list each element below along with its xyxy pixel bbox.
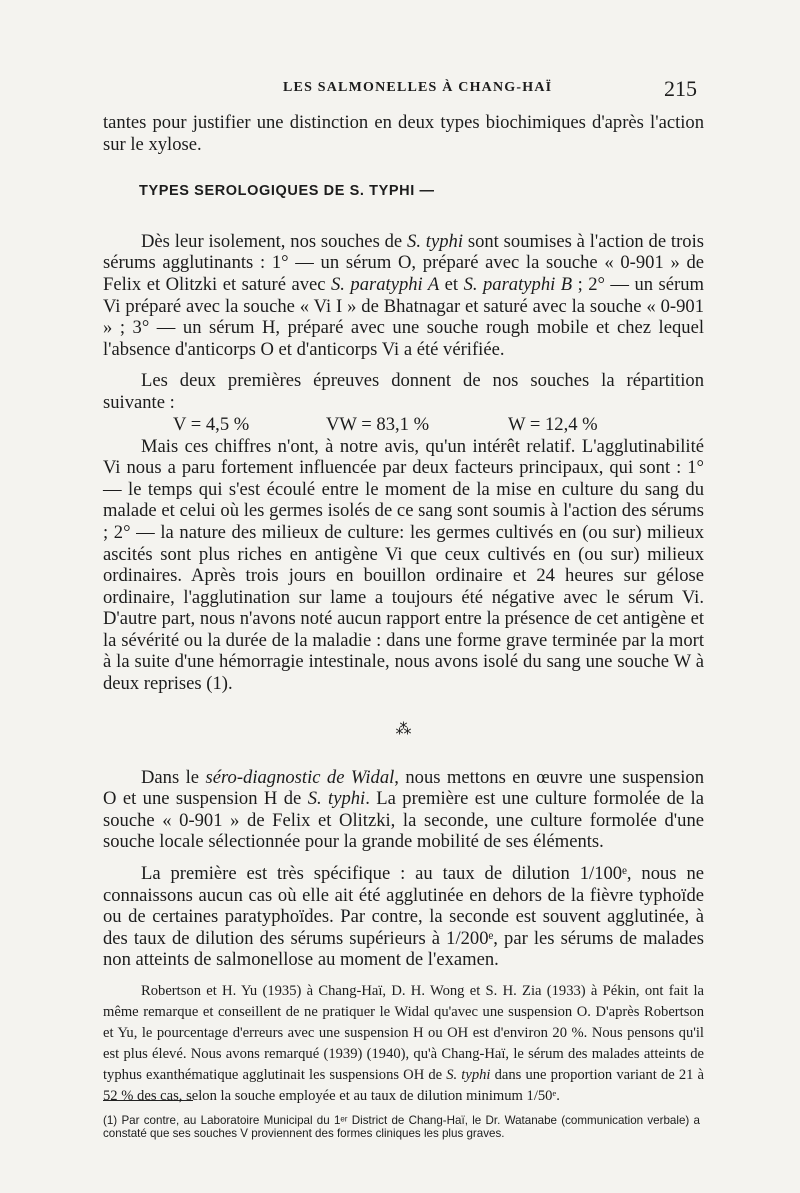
distribution-ratios	[103, 414, 704, 436]
species-name: S. typhi	[307, 788, 366, 810]
text-run: . La première est une culture formolée de la souche « 0-901 » de Felix et Olitzki, la seconde, une culture formolée d'une souche locale sélectionnée pour la grande mobilité de ses éléments.	[103, 788, 704, 853]
ratio-vw: VW = 83,1 %	[326, 413, 430, 435]
page-number: 215	[664, 76, 697, 101]
species-name: S. typhi	[446, 1067, 491, 1083]
text-run: Robertson et H. Yu (1935) à Chang-Haï, D. H. Wong et S. H. Zia (1933) à Pékin, ont fait la même remarque et conseillent de ne pratiquer le Widal qu'avec une suspension O. D'après Robertson et Yu, le pourcentage d'erreurs avec une suspension H ou OH est d'environ 20 %. Nous pensons qu'il est plus élevé. Nous avons remarqué (1939) (1940), qu'à Chang-Haï, le sérum des malades atteints de typhus exanthématique agglutinait les suspensions OH de	[103, 983, 704, 1083]
text-run: Dans le	[141, 766, 206, 788]
paragraph-specificity: La première est très spécifique : au taux de dilution 1/100ᵉ, nous ne connaissons aucun cas où elle ait été agglutinée en dehors de la fièvre typhoïde ou de certaines paratyphoïdes. Par contre, la seconde est souvent agglutinée, à des taux de dilution des sérums supérieurs à 1/200ᵉ, par les sérums de malades non atteints de salmonellose au moment de l'examen.	[103, 863, 704, 971]
body-text	[103, 112, 704, 1107]
paragraph-distribution: Les deux premières épreuves donnent de nos souches la répartition suivante :	[103, 370, 704, 413]
text-run: Dès leur isolement, nos souches de	[141, 230, 408, 252]
paragraph-widal	[103, 767, 704, 853]
ratio-v: V = 4,5 %	[173, 413, 250, 435]
running-title: LES SALMONELLES À CHANG-HAÏ	[283, 80, 553, 95]
text-run: et	[439, 273, 464, 295]
footnote-divider	[103, 1100, 193, 1101]
species-name: S. typhi	[407, 230, 463, 252]
species-name: S. paratyphi B	[463, 273, 573, 295]
text-run: ; 2° — un sérum Vi préparé avec la souche « Vi I » de Bhatnagar et saturé avec la souche « 0-901 » ; 3° — un sérum H, préparé avec une souche rough mobile et chez lequel l'absence d'anticorps O et d'anticorps Vi a été vérifiée.	[103, 273, 705, 360]
footnote: (1) Par contre, au Laboratoire Municipal du 1ᵉʳ District de Chang-Haï, le Dr. Watanabe (communication verbale) a constaté que ses souches V proviennent des formes cliniques les plus graves.	[103, 1113, 700, 1141]
paragraph-continuation: tantes pour justifier une distinction en deux types biochimiques d'après l'action sur le xylose.	[103, 112, 704, 155]
emphasis-text: séro-diagnostic de Widal	[205, 766, 395, 788]
paragraph-robertson	[103, 981, 704, 1107]
text-run: , nous mettons en œuvre une suspension O et une suspension H de	[103, 766, 704, 810]
text-run: dans une proportion variant de 21 à 52 % des cas, selon la souche employée et au taux de dilution minimum 1/50ᵉ.	[103, 1067, 704, 1104]
species-name: S. paratyphi A	[330, 273, 440, 295]
ratio-w: W = 12,4 %	[508, 413, 598, 435]
text-run: sont soumises à l'action de trois sérums agglutinants : 1° — un sérum O, préparé avec la souche « 0-901 » de Felix et Olitzki et saturé avec	[103, 230, 704, 295]
paragraph-serums	[103, 231, 704, 361]
section-heading: TYPES SEROLOGIQUES DE S. TYPHI —	[139, 183, 435, 200]
section-separator-asterism: ⁂	[395, 720, 412, 738]
page-header	[0, 76, 800, 102]
paragraph-agglutinability: Mais ces chiffres n'ont, à notre avis, qu'un intérêt relatif. L'agglutinabilité Vi nous a paru fortement influencée par deux facteurs principaux, qui sont : 1° — le temps qui s'est écoulé entre le moment de la mise en culture du sang du malade et celui où les germes isolés de ce sang sont soumis à l'action des sérums ; 2° — la nature des milieux de culture: les germes cultivés en (ou sur) milieux ascités sont plus riches en antigène Vi que ceux cultivés en (ou sur) milieux ordinaires. Après trois jours en bouillon ordinaire et 24 heures sur gélose ordinaire, l'agglutination sur lame a toujours été négative avec le sérum Vi. D'autre part, nous n'avons noté aucun rapport entre la présence de cet antigène et la sévérité ou la durée de la maladie : dans une forme grave terminée par la mort à la suite d'une hémorragie intestinale, nous avons isolé du sang une souche W à deux reprises (1).	[103, 435, 704, 695]
